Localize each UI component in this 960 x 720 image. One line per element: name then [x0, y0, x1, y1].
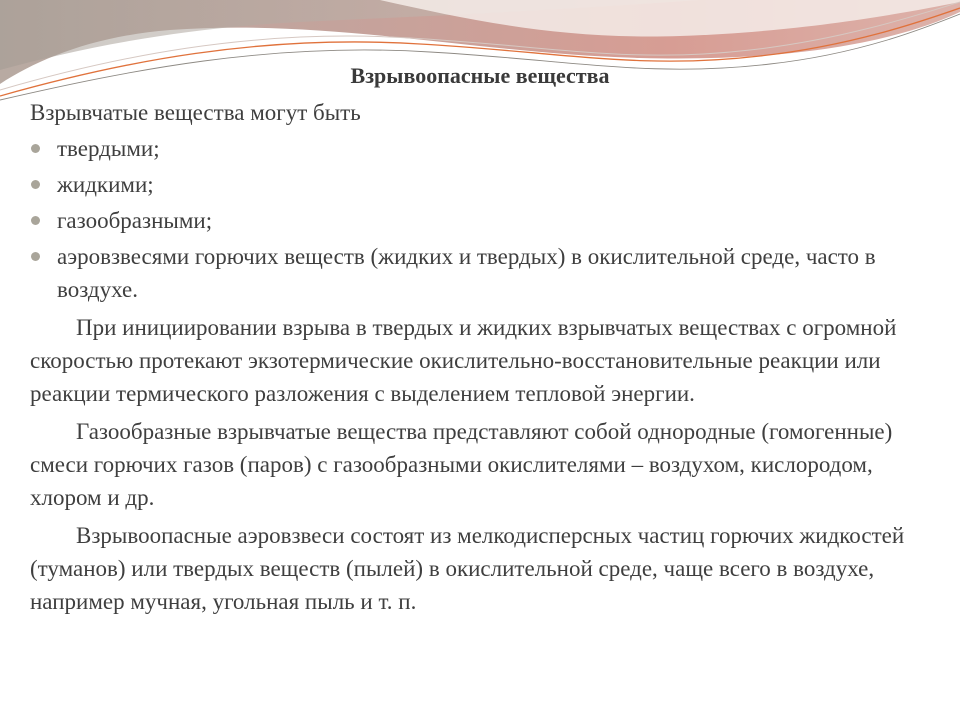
- bullet-text: газообразными;: [57, 208, 213, 233]
- paragraph: Взрывоопасные аэровзвеси состоят из мелкодисперсных частиц горючих жидкостей (туманов) или твердых веществ (пылей) в окислительной среде, чаще всего в воздухе, например мучная, угольная пыль и т. п.: [30, 523, 905, 614]
- bullet-item: [30, 240, 930, 306]
- bullet-dot-icon: [31, 144, 40, 153]
- bullet-item: [30, 204, 930, 237]
- bullet-dot-icon: [31, 252, 40, 261]
- bullet-text: жидкими;: [57, 172, 154, 197]
- bullet-text: твердыми;: [57, 136, 160, 161]
- paragraph: При инициировании взрыва в твердых и жидких взрывчатых веществах с огромной скоростью протекают экзотермические окислительно-восстановительные реакции или реакции термического разложения с выделением тепловой энергии.: [30, 315, 897, 406]
- bullet-item: [30, 168, 930, 201]
- bullet-item: [30, 132, 930, 165]
- slide-body: [30, 96, 930, 623]
- bullet-dot-icon: [31, 180, 40, 189]
- slide-title: Взрывоопасные вещества: [350, 63, 610, 88]
- bullet-list: [30, 132, 930, 306]
- intro-text: Взрывчатые вещества могут быть: [30, 100, 361, 125]
- paragraph: Газообразные взрывчатые вещества представляют собой однородные (гомогенные) смеси горючих газов (паров) с газообразными окислителями – воздухом, кислородом, хлором и др.: [30, 419, 893, 510]
- bullet-text: аэровзвесями горючих веществ (жидких и твердых) в окислительной среде, часто в воздухе.: [57, 244, 876, 302]
- bullet-dot-icon: [31, 216, 40, 225]
